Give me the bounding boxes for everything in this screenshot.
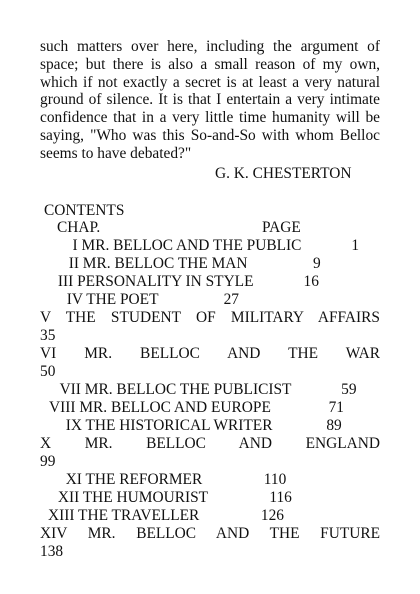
toc-entry-13: XIII THE TRAVELLER 126 <box>48 507 284 524</box>
contents-chap-label: CHAP. <box>57 219 101 236</box>
toc-entry-5-page: 35 <box>40 327 56 344</box>
toc-entry-2: II MR. BELLOC THE MAN 9 <box>61 255 321 272</box>
contents-heading: CONTENTS <box>44 202 125 219</box>
toc-entry-6: VI MR. BELLOC AND THE WAR <box>40 345 380 362</box>
toc-entry-7: VII MR. BELLOC THE PUBLICIST 59 <box>56 381 357 398</box>
toc-entry-3: III PERSONALITY IN STYLE 16 <box>54 273 319 290</box>
toc-entry-1: I MR. BELLOC AND THE PUBLIC 1 <box>61 237 360 254</box>
contents-page-label: PAGE <box>262 219 301 236</box>
toc-entry-10-page: 99 <box>40 453 56 470</box>
toc-entry-4: IV THE POET 27 <box>59 291 239 308</box>
toc-entry-5: V THE STUDENT OF MILITARY AFFAIRS <box>40 309 380 326</box>
preface-paragraph: such matters over here, including the argument of space; but there is also a small reason of my own, which if not exactly a secret is at least a very natural ground of silence. It is that I entertain a very intimate confidence that in a very little time humanity will be saying, "Who was this So-and-So with whom Belloc seems to have debated?" <box>40 38 380 162</box>
toc-entry-14: XIV MR. BELLOC AND THE FUTURE <box>40 525 380 542</box>
toc-entry-12: XII THE HUMOURIST 116 <box>54 489 292 506</box>
toc-entry-14-page: 138 <box>40 543 64 560</box>
toc-entry-8: VIII MR. BELLOC AND EUROPE 71 <box>49 399 344 416</box>
toc-entry-9: IX THE HISTORICAL WRITER 89 <box>58 417 342 434</box>
toc-entry-10: X MR. BELLOC AND ENGLAND <box>40 435 380 452</box>
toc-entry-11: XI THE REFORMER 110 <box>58 471 287 488</box>
preface-text <box>40 38 380 163</box>
author-signature: G. K. CHESTERTON <box>215 165 352 182</box>
toc-entry-6-page: 50 <box>40 363 56 380</box>
